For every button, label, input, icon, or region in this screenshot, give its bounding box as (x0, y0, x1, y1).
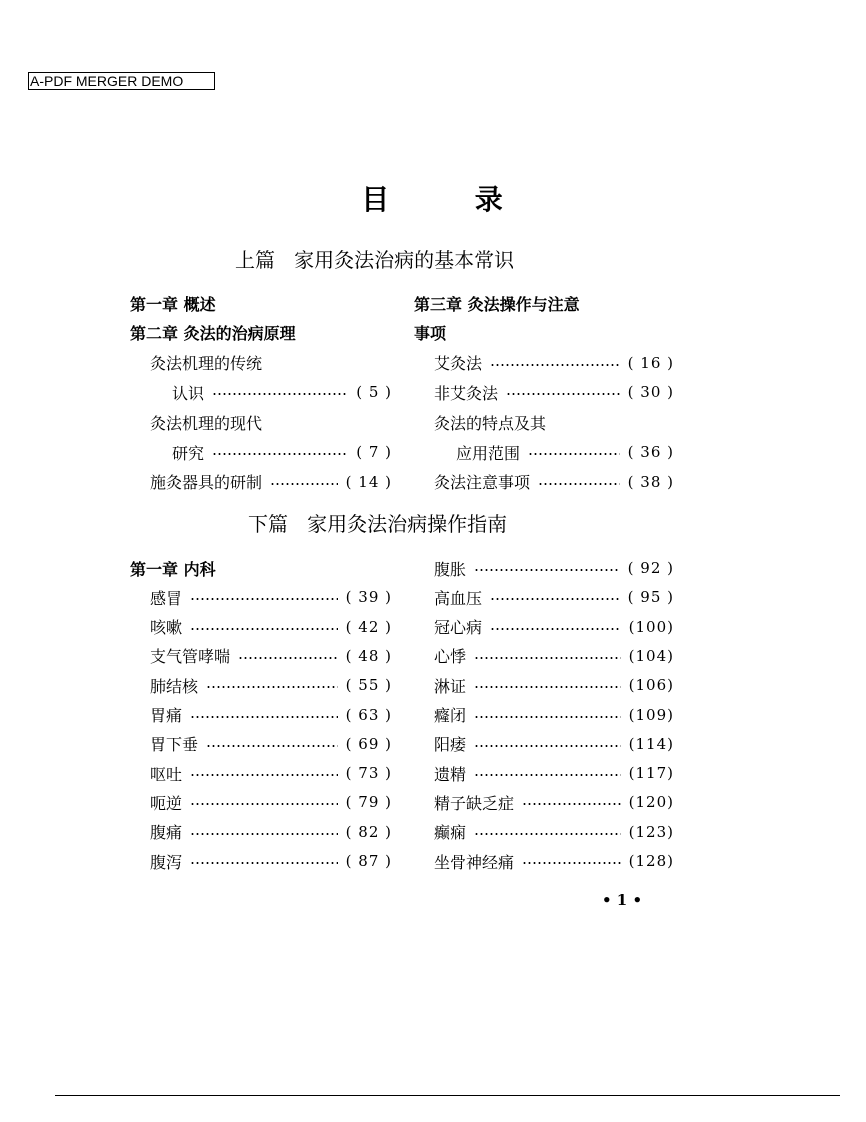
entry-page-number: (123) (628, 822, 674, 841)
dot-leader (522, 862, 621, 864)
entry-title: 第二章 灸法的治病原理 (130, 324, 296, 344)
dot-leader (538, 483, 620, 485)
toc-entry (150, 351, 262, 375)
entry-page-number: ( 38 ) (627, 472, 674, 491)
entry-page-number: ( 87 ) (345, 852, 392, 870)
toc-entry (150, 644, 392, 668)
dot-leader (212, 453, 348, 455)
entry-title: 腹胀 (434, 559, 467, 579)
entry-title: 艾灸法 (434, 354, 483, 374)
toc-entry (434, 556, 674, 580)
toc-heading (414, 321, 446, 345)
entry-page-number: (117) (628, 764, 674, 783)
toc-entry (150, 820, 392, 844)
entry-title: 冠心病 (434, 618, 483, 638)
entry-title: 腹泻 (150, 852, 183, 872)
entry-title: 阳痿 (434, 735, 467, 755)
dot-leader (474, 657, 621, 659)
entry-title: 胃下垂 (150, 735, 199, 755)
entry-page-number: (114) (628, 734, 674, 753)
entry-title: 腹痛 (150, 823, 183, 843)
entry-title: 第一章 内科 (130, 559, 216, 579)
entry-page-number: ( 7 ) (356, 443, 392, 461)
dot-leader (206, 745, 338, 747)
entry-page-number: ( 42 ) (345, 617, 392, 636)
dot-leader (474, 686, 621, 688)
entry-page-number: ( 95 ) (627, 588, 674, 607)
entry-page-number: ( 73 ) (345, 764, 392, 783)
entry-title: 研究 (172, 443, 205, 463)
title-char: 目 (361, 183, 392, 216)
entry-title: 支气管哮喘 (150, 647, 231, 667)
toc-entry (434, 732, 674, 756)
toc-entry (150, 761, 392, 785)
toc-entry (434, 351, 674, 375)
dot-leader (528, 453, 620, 455)
entry-title: 应用范围 (456, 443, 521, 463)
toc-entry (456, 440, 674, 464)
entry-page-number: ( 16 ) (627, 353, 674, 372)
entry-title: 事项 (414, 324, 447, 344)
toc-entry (150, 790, 392, 814)
toc-entry (434, 849, 674, 873)
dot-leader (190, 716, 338, 718)
entry-title: 咳嗽 (150, 618, 183, 638)
entry-page-number: ( 48 ) (345, 646, 392, 665)
dot-leader (490, 628, 621, 630)
toc-entry (434, 470, 674, 494)
dot-leader (190, 803, 338, 805)
toc-entry (434, 644, 674, 668)
toc-entry (172, 440, 392, 464)
toc-entry (434, 761, 674, 785)
title-char: 录 (474, 183, 505, 216)
entry-page-number: ( 82 ) (345, 822, 392, 841)
entry-title: 淋证 (434, 676, 467, 696)
dot-leader (190, 598, 338, 600)
toc-entry (434, 790, 674, 814)
dot-leader (270, 483, 338, 485)
dot-leader (238, 657, 338, 659)
dot-leader (474, 569, 620, 571)
entry-page-number: (106) (628, 676, 674, 695)
dot-leader (506, 393, 620, 395)
entry-title: 坐骨神经痛 (434, 852, 515, 872)
toc-entry (172, 380, 392, 404)
entry-page-number: ( 79 ) (345, 793, 392, 812)
toc-entry (434, 585, 674, 609)
toc-entry (434, 673, 674, 697)
toc-entry (150, 673, 392, 697)
entry-page-number: (100) (628, 617, 674, 636)
toc-entry (150, 703, 392, 727)
toc-entry (150, 732, 392, 756)
entry-page-number: (109) (628, 705, 674, 724)
entry-page-number: ( 55 ) (345, 676, 392, 695)
dot-leader (474, 716, 621, 718)
entry-title: 肺结核 (150, 676, 199, 696)
entry-page-number: ( 14 ) (345, 472, 392, 491)
entry-title: 灸法机理的传统 (150, 354, 263, 374)
dot-leader (490, 364, 620, 366)
dot-leader (206, 686, 338, 688)
entry-title: 第三章 灸法操作与注意 (414, 294, 580, 314)
dot-leader (522, 803, 621, 805)
dot-leader (474, 745, 621, 747)
toc-entry (434, 410, 546, 434)
entry-title: 灸法注意事项 (434, 473, 531, 493)
entry-title: 感冒 (150, 588, 183, 608)
part1-heading: 上篇 家用灸法治病的基本常识 (235, 248, 515, 272)
dot-leader (190, 628, 338, 630)
toc-entry (434, 820, 674, 844)
watermark-label: A-PDF MERGER DEMO (28, 72, 215, 90)
entry-page-number: (120) (628, 793, 674, 812)
entry-title: 精子缺乏症 (434, 793, 515, 813)
entry-page-number: ( 69 ) (345, 734, 392, 753)
entry-title: 癫痫 (434, 823, 467, 843)
toc-heading (130, 291, 216, 315)
dot-leader (474, 774, 621, 776)
toc-entry (434, 615, 674, 639)
dot-leader (474, 833, 621, 835)
dot-leader (190, 833, 338, 835)
dot-leader (190, 774, 338, 776)
entry-page-number: ( 92 ) (627, 559, 674, 577)
entry-title: 高血压 (434, 588, 483, 608)
entry-page-number: ( 39 ) (345, 588, 392, 607)
entry-title: 胃痛 (150, 706, 183, 725)
toc-entry (150, 585, 392, 609)
entry-title: 呕吐 (150, 764, 183, 784)
entry-title: 认识 (172, 383, 205, 403)
entry-title: 非艾灸法 (434, 383, 499, 403)
toc-heading (130, 321, 296, 345)
entry-page-number: (128) (628, 852, 674, 870)
entry-title: 灸法机理的现代 (150, 413, 263, 433)
toc-entry (150, 470, 392, 494)
toc-entry (150, 615, 392, 639)
part2-heading: 下篇 家用灸法治病操作指南 (248, 512, 508, 536)
entry-title: 癃闭 (434, 706, 467, 725)
toc-entry (150, 410, 262, 434)
dot-leader (490, 598, 620, 600)
entry-title: 灸法的特点及其 (434, 413, 547, 433)
toc-entry (434, 703, 674, 727)
entry-page-number: ( 5 ) (356, 383, 392, 402)
entry-title: 第一章 概述 (130, 294, 216, 314)
toc-entry (434, 380, 674, 404)
entry-page-number: ( 63 ) (345, 705, 392, 724)
entry-title: 遗精 (434, 764, 467, 784)
entry-title: 施灸器具的研制 (150, 473, 263, 493)
entry-page-number: ( 36 ) (627, 443, 674, 461)
bottom-rule (55, 1095, 840, 1096)
toc-heading (130, 556, 216, 580)
toc-heading (414, 291, 580, 315)
entry-title: 心悸 (434, 647, 467, 667)
entry-title: 呃逆 (150, 793, 183, 813)
dot-leader (212, 393, 348, 395)
entry-page-number: ( 30 ) (627, 383, 674, 402)
page-number: • 1 • (602, 891, 643, 909)
toc-entry (150, 849, 392, 873)
page-title (0, 182, 866, 218)
dot-leader (190, 862, 338, 864)
entry-page-number: (104) (628, 646, 674, 665)
